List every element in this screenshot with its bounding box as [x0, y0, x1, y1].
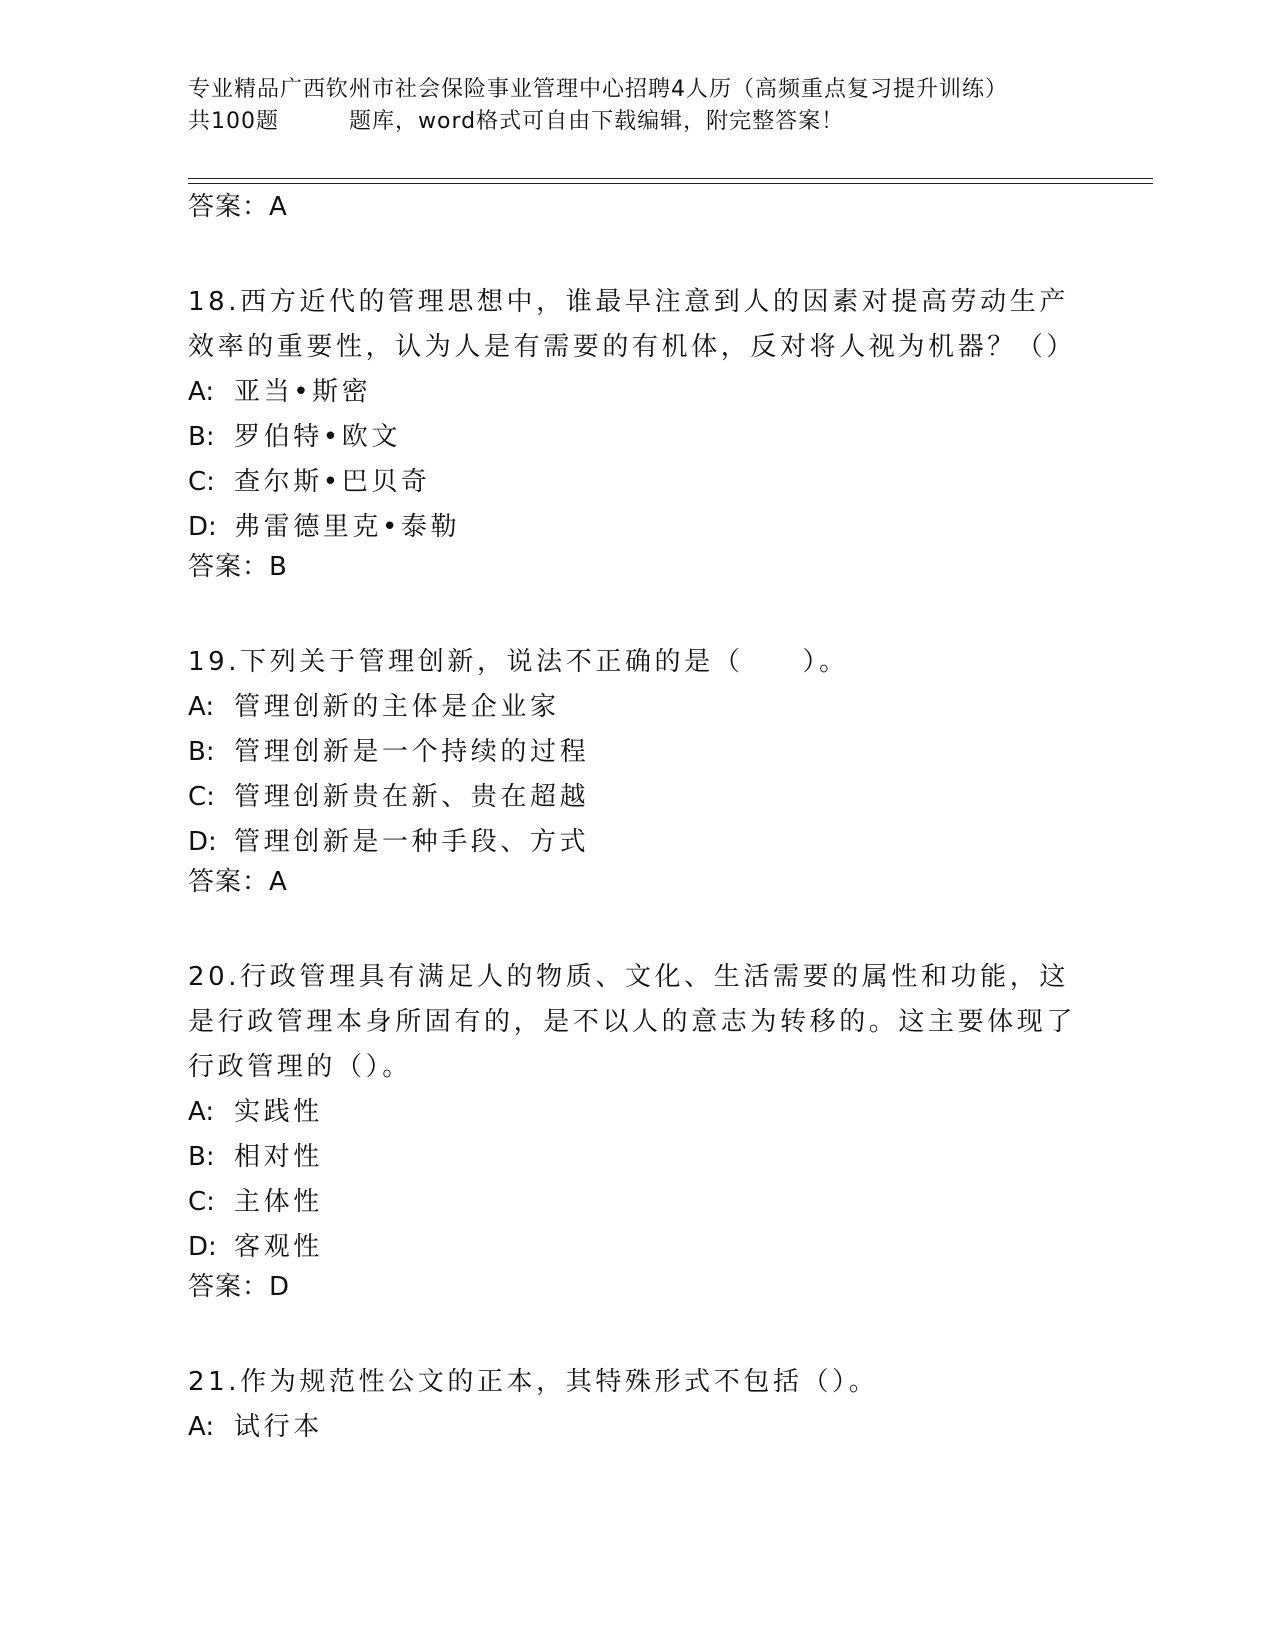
option-d: [188, 505, 1088, 550]
option-key: C:: [188, 782, 215, 812]
question-20: [188, 955, 1088, 1316]
document-header: [188, 74, 1088, 138]
question-text: 21.作为规范性公文的正本，其特殊形式不包括（）。: [188, 1367, 879, 1397]
option-key: B:: [188, 422, 215, 452]
option-text: 罗伯特•欧文: [234, 422, 401, 452]
option-text: 管理创新的主体是企业家: [234, 692, 560, 722]
question-text: 20.行政管理具有满足人的物质、文化、生活需要的属性和功能，这是行政管理本身所固有的，是不以人的意志为转移的。这主要体现了行政管理的（）。: [188, 962, 1077, 1082]
question-19: [188, 640, 1088, 911]
option-text: 管理创新是一个持续的过程: [234, 737, 590, 767]
option-key: B:: [188, 737, 215, 767]
option-text: 亚当•斯密: [234, 377, 372, 407]
option-text: 相对性: [234, 1142, 323, 1172]
header-count: 共100题: [188, 109, 279, 134]
option-c: [188, 460, 1088, 505]
option-key: B:: [188, 1142, 215, 1172]
option-a: [188, 1405, 1088, 1450]
option-key: C:: [188, 467, 215, 497]
option-key: A:: [188, 692, 215, 722]
answer: 答案：A: [188, 867, 288, 897]
option-key: C:: [188, 1187, 215, 1217]
option-a: [188, 370, 1088, 415]
header-title: 专业精品广西钦州市社会保险事业管理中心招聘4人历（高频重点复习提升训练）: [188, 77, 1008, 102]
question-18: [188, 280, 1088, 596]
question-text: 18.西方近代的管理思想中，谁最早注意到人的因素对提高劳动生产效率的重要性，认为人是有需要的有机体，反对将人视为机器？（）: [188, 287, 1077, 362]
option-key: A:: [188, 377, 215, 407]
option-b: [188, 415, 1088, 460]
option-text: 实践性: [234, 1097, 323, 1127]
question-21: [188, 1360, 1088, 1450]
option-text: 试行本: [234, 1412, 323, 1442]
option-c: [188, 1180, 1088, 1225]
option-b: [188, 1135, 1088, 1180]
option-key: D:: [188, 1232, 217, 1262]
option-text: 弗雷德里克•泰勒: [234, 512, 461, 542]
option-text: 管理创新贵在新、贵在超越: [234, 782, 590, 812]
option-b: [188, 730, 1088, 775]
option-key: D:: [188, 827, 217, 857]
header-rule-bottom: [188, 183, 1153, 184]
answer: 答案：B: [188, 552, 288, 582]
option-text: 主体性: [234, 1187, 323, 1217]
header-subtitle: [188, 106, 1088, 138]
answer: 答案：D: [188, 1272, 291, 1302]
header-rule-top: [188, 178, 1153, 179]
option-d: [188, 820, 1088, 865]
option-a: [188, 685, 1088, 730]
option-a: [188, 1090, 1088, 1135]
option-text: 客观性: [234, 1232, 323, 1262]
option-text: 管理创新是一种手段、方式: [234, 827, 590, 857]
option-d: [188, 1225, 1088, 1270]
header-desc: 题库，word格式可自由下载编辑，附完整答案！: [349, 109, 845, 134]
option-c: [188, 775, 1088, 820]
option-key: A:: [188, 1097, 215, 1127]
previous-answer: 答案：A: [188, 192, 288, 222]
question-list: [188, 190, 1088, 1450]
question-text: 19.下列关于管理创新，说法不正确的是（ ）。: [188, 647, 849, 677]
option-key: D:: [188, 512, 217, 542]
option-key: A:: [188, 1412, 215, 1442]
option-text: 查尔斯•巴贝奇: [234, 467, 431, 497]
